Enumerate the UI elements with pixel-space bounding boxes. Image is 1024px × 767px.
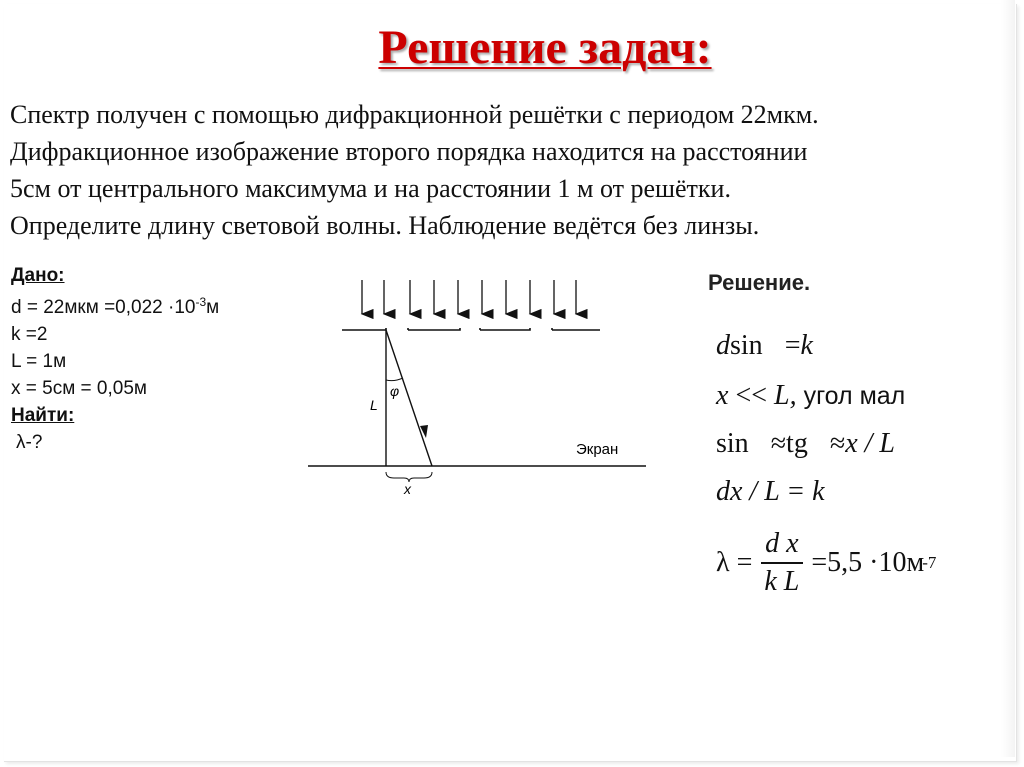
f2-L: L, bbox=[774, 380, 797, 411]
given-block bbox=[11, 262, 219, 456]
f2-x: x bbox=[716, 380, 729, 411]
given-d-unit: м bbox=[206, 297, 220, 318]
formula-dx-over-L bbox=[716, 476, 825, 508]
f3-approx: ≈ bbox=[829, 428, 846, 459]
f3-xl: x / L bbox=[845, 428, 895, 459]
given-heading: Дано: bbox=[11, 265, 65, 286]
f5-numerator: d x bbox=[761, 528, 802, 564]
f5-fraction bbox=[760, 528, 803, 598]
label-L: L bbox=[370, 397, 378, 413]
problem-line-1: Спектр получен с помощью дифракционной решётки с периодом 22мкм. bbox=[10, 100, 819, 129]
formula-approximation bbox=[716, 428, 895, 460]
find-lambda: λ-? bbox=[16, 432, 43, 453]
problem-line-4: Определите длину световой волны. Наблюдение ведётся без линзы. bbox=[10, 211, 760, 240]
f5-rhs: =5,5 ·10м bbox=[811, 547, 925, 578]
formula-small-angle bbox=[716, 380, 905, 412]
f5-exponent: -7 bbox=[922, 553, 937, 572]
f4-expr: dx / L = k bbox=[716, 476, 825, 507]
f5-denominator: k L bbox=[764, 566, 800, 597]
label-x: x bbox=[404, 481, 411, 497]
f1-d: d bbox=[716, 330, 730, 361]
given-x: x = 5см = 0,05м bbox=[11, 378, 147, 399]
formula-wavelength-result bbox=[716, 528, 936, 598]
f1-eq: = bbox=[784, 330, 801, 361]
label-screen: Экран bbox=[576, 441, 619, 458]
f3-sin: sin bbox=[716, 428, 749, 459]
given-d bbox=[11, 289, 219, 321]
given-d-exponent: -3 bbox=[195, 295, 207, 309]
f5-lhs: λ = bbox=[716, 547, 753, 578]
solution-title: Решение. bbox=[708, 270, 811, 295]
problem-statement bbox=[10, 96, 1000, 244]
slide-title: Решение задач: bbox=[378, 21, 712, 74]
grating bbox=[342, 328, 600, 330]
f2-ll: << bbox=[735, 380, 768, 411]
f1-sin: sin bbox=[730, 330, 763, 361]
diffraction-diagram bbox=[300, 268, 660, 508]
f3-tg: ≈tg bbox=[770, 428, 808, 459]
given-L: L = 1м bbox=[11, 351, 67, 372]
label-phi: φ bbox=[390, 383, 400, 399]
angle-arc bbox=[386, 378, 403, 381]
formula-grating-equation bbox=[716, 330, 813, 362]
slide-edge bbox=[1001, 0, 1015, 757]
f1-k: k bbox=[800, 330, 813, 361]
find-heading: Найти: bbox=[11, 405, 75, 426]
given-d-value: d = 22мкм =0,022 ·10 bbox=[11, 297, 196, 318]
f2-text: угол мал bbox=[803, 382, 906, 410]
problem-line-3: 5см от центрального максимума и на расстоянии 1 м от решётки. bbox=[10, 174, 731, 203]
problem-line-2: Дифракционное изображение второго порядка находится на расстоянии bbox=[10, 137, 808, 166]
incident-light-arrows bbox=[362, 280, 576, 314]
given-k: k =2 bbox=[11, 324, 48, 345]
